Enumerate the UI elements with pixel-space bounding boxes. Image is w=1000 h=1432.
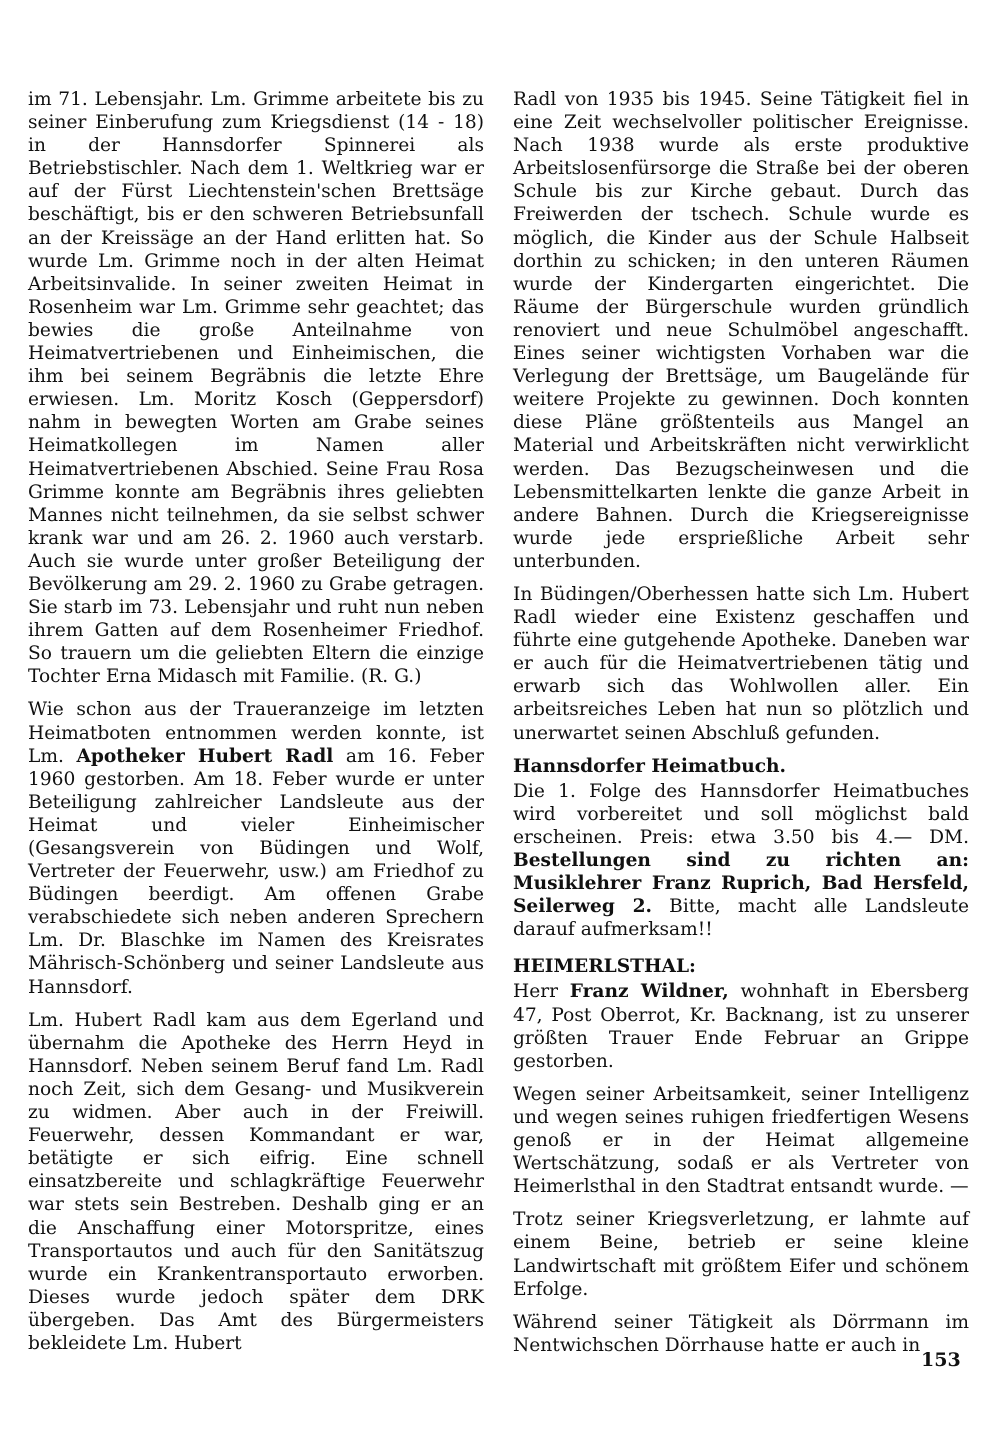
paragraph-wildner-character: Wegen seiner Arbeitsamkeit, seiner Intelligenz und wegen seines ruhigen friedfertigen Wesens genoß er in der Heimat allgemeine Wertschätzung, sodaß er als Vertreter von Heimerlsthal in den Stadtrat entsandt wurde. — (513, 1083, 969, 1198)
paragraph-radl-death (28, 698, 484, 998)
paragraph-wildner-text-b: wohnhaft in Ebersberg 47, Post Oberrot, Kr. Backnang, ist zu unserer größten Trauer Ende Februar an Grippe gestorben. (513, 981, 969, 1072)
paragraph-grimme-obituary: im 71. Lebensjahr. Lm. Grimme arbeitete bis zu seiner Einberufung zum Kriegsdienst (14 - 18) in der Hannsdorfer Spinnerei als Betriebstischler. Nach dem 1. Weltkrieg war er auf der Fürst Liechtenstein'schen Brettsäge beschäftigt, bis er den schweren Betriebsunfall an der Kreissäge an der Hand erlitten hat. So wurde Lm. Grimme noch in der alten Heimat Arbeitsinvalide. In seiner zweiten Heimat in Rosenheim war Lm. Grimme sehr geachtet; das bewies die große Anteilnahme von Heimatvertriebenen und Einheimischen, die ihm bei seinem Begräbnis die letzte Ehre erwiesen. Lm. Moritz Kosch (Geppersdorf) nahm in bewegten Worten am Grabe seines Heimatkollegen im Namen aller Heimatvertriebenen Abschied. Seine Frau Rosa Grimme konnte am Begräbnis ihres geliebten Mannes nicht teilnehmen, da sie selbst schwer krank war und am 26. 2. 1960 auch verstarb. Auch sie wurde unter großer Beteiligung der Bevölkerung am 29. 2. 1960 zu Grabe getragen. Sie starb im 73. Lebensjahr und ruht nun neben ihrem Gatten auf dem Rosenheimer Friedhof. So trauern um die geliebten Eltern die einzige Tochter Erna Midasch mit Familie. (R. G.) (28, 89, 484, 688)
paragraph-radl-death-text-b: am 16. Feber 1960 gestorben. Am 18. Feber wurde er unter Beteiligung zahlreicher Landsleute aus der Heimat und vieler Einheimischer (Gesangsverein von Büdingen und Wolf, Vertreter der Feuerwehr, usw.) am Friedhof zu Büdingen beerdigt. Am offenen Grabe verabschiedete sich neben anderen Sprechern Lm. Dr. Blaschke im Namen des Kreisrates Mährisch-Schönberg und seiner Landsleute aus Hannsdorf. (28, 745, 484, 998)
paragraph-wildner-text-a: Herr (513, 981, 570, 1003)
paragraph-wildner-doerrmann: Während seiner Tätigkeit als Dörrmann im Nentwichschen Dörrhause hatte er auch in (513, 1311, 969, 1356)
heading-hannsdorfer-heimatbuch: Hannsdorfer Heimatbuch. (513, 755, 787, 777)
heading-heimerlsthal: HEIMERLSTHAL: (513, 956, 696, 978)
paragraph-radl-career: Lm. Hubert Radl kam aus dem Egerland und übernahm die Apotheke des Herrn Heyd in Hannsdorf. Neben seinem Beruf fand Lm. Radl noch Zeit, sich dem Gesang- und Musikverein zu widmen. Aber auch in der Freiwill. Feuerwehr, dessen Kommandant er war, betätigte er sich eifrig. Eine schnell einsatzbereite und schlagkräftige Feuerwehr war stets sein Bestreben. Deshalb ging er an die Anschaffung einer Motorspritze, eines Transportautos und auch für den Sanitätszug wurde ein Krankentransportauto erworben. Dieses wurde jedoch später dem DRK übergeben. Das Amt des Bürgermeisters bekleidete Lm. Hubert (28, 1009, 484, 1354)
paragraph-radl-mayor: Radl von 1935 bis 1945. Seine Tätigkeit fiel in eine Zeit wechselvoller politischer Ereignisse. Nach 1938 wurde als erste produktive Arbeitslosenfürsorge die Straße bei der oberen Schule bis zur Kirche gebaut. Durch das Freiwerden der tschech. Schule wurde es möglich, die Kinder aus der Schule Halbseit dorthin zu schicken; in den unteren Räumen wurde der Kindergarten eingerichtet. Die Räume der Bürgerschule wurden gründlich renoviert und neue Schulmöbel angeschafft. Eines seiner wichtigsten Vorhaben war die Verlegung der Brettsäge, um Baugelände für weitere Projekte zu gewinnen. Doch konnten diese Pläne größtenteils aus Mangel an Material und Arbeitskräften nicht verwirklicht werden. Das Bezugscheinwesen und die Lebensmittelkarten lenkte die ganze Arbeit in andere Bahnen. Durch die Kriegsereignisse wurde jede ersprießliche Arbeit sehr unterbunden. (513, 89, 969, 572)
left-column (28, 88, 484, 1365)
paragraph-heimatbuch-text-b: Bitte, macht alle Landsleute darauf aufmerksam!! (513, 896, 969, 941)
paragraph-radl-death-text-a: Wie schon aus der Traueranzeige im letzten Heimatboten entnommen werden konnte, ist Lm. (28, 699, 484, 767)
right-column (513, 88, 969, 1367)
name-apotheker-radl: Apotheker Hubert Radl (76, 745, 334, 767)
paragraph-heimatbuch (513, 780, 969, 942)
paragraph-wildner-farm: Trotz seiner Kriegsverletzung, er lahmte auf einem Beine, betrieb er seine kleine Landwirtschaft mit größtem Eifer und schönem Erfolge. (513, 1209, 969, 1300)
page-number: 153 (921, 1349, 961, 1371)
order-instructions: Bestellungen sind zu richten an: Musiklehrer Franz Ruprich, Bad Hersfeld, Seilerweg 2. (513, 850, 969, 918)
paragraph-heimatbuch-text-a: Die 1. Folge des Hannsdorfer Heimatbuches wird vorbereitet und soll möglichst bald erscheinen. Preis: etwa 3.50 bis 4.— DM. (513, 780, 969, 848)
name-franz-wildner: Franz Wildner, (569, 981, 729, 1003)
paragraph-radl-buedingen: In Büdingen/Oberhessen hatte sich Lm. Hubert Radl wieder eine Existenz geschaffen und führte eine gutgehende Apotheke. Daneben war er auch für die Heimatvertriebenen tätig und erwarb sich das Wohlwollen aller. Ein arbeitsreiches Leben hat nun so plötzlich und unerwartet seinen Abschluß gefunden. (513, 583, 969, 744)
paragraph-wildner-death (513, 980, 969, 1072)
